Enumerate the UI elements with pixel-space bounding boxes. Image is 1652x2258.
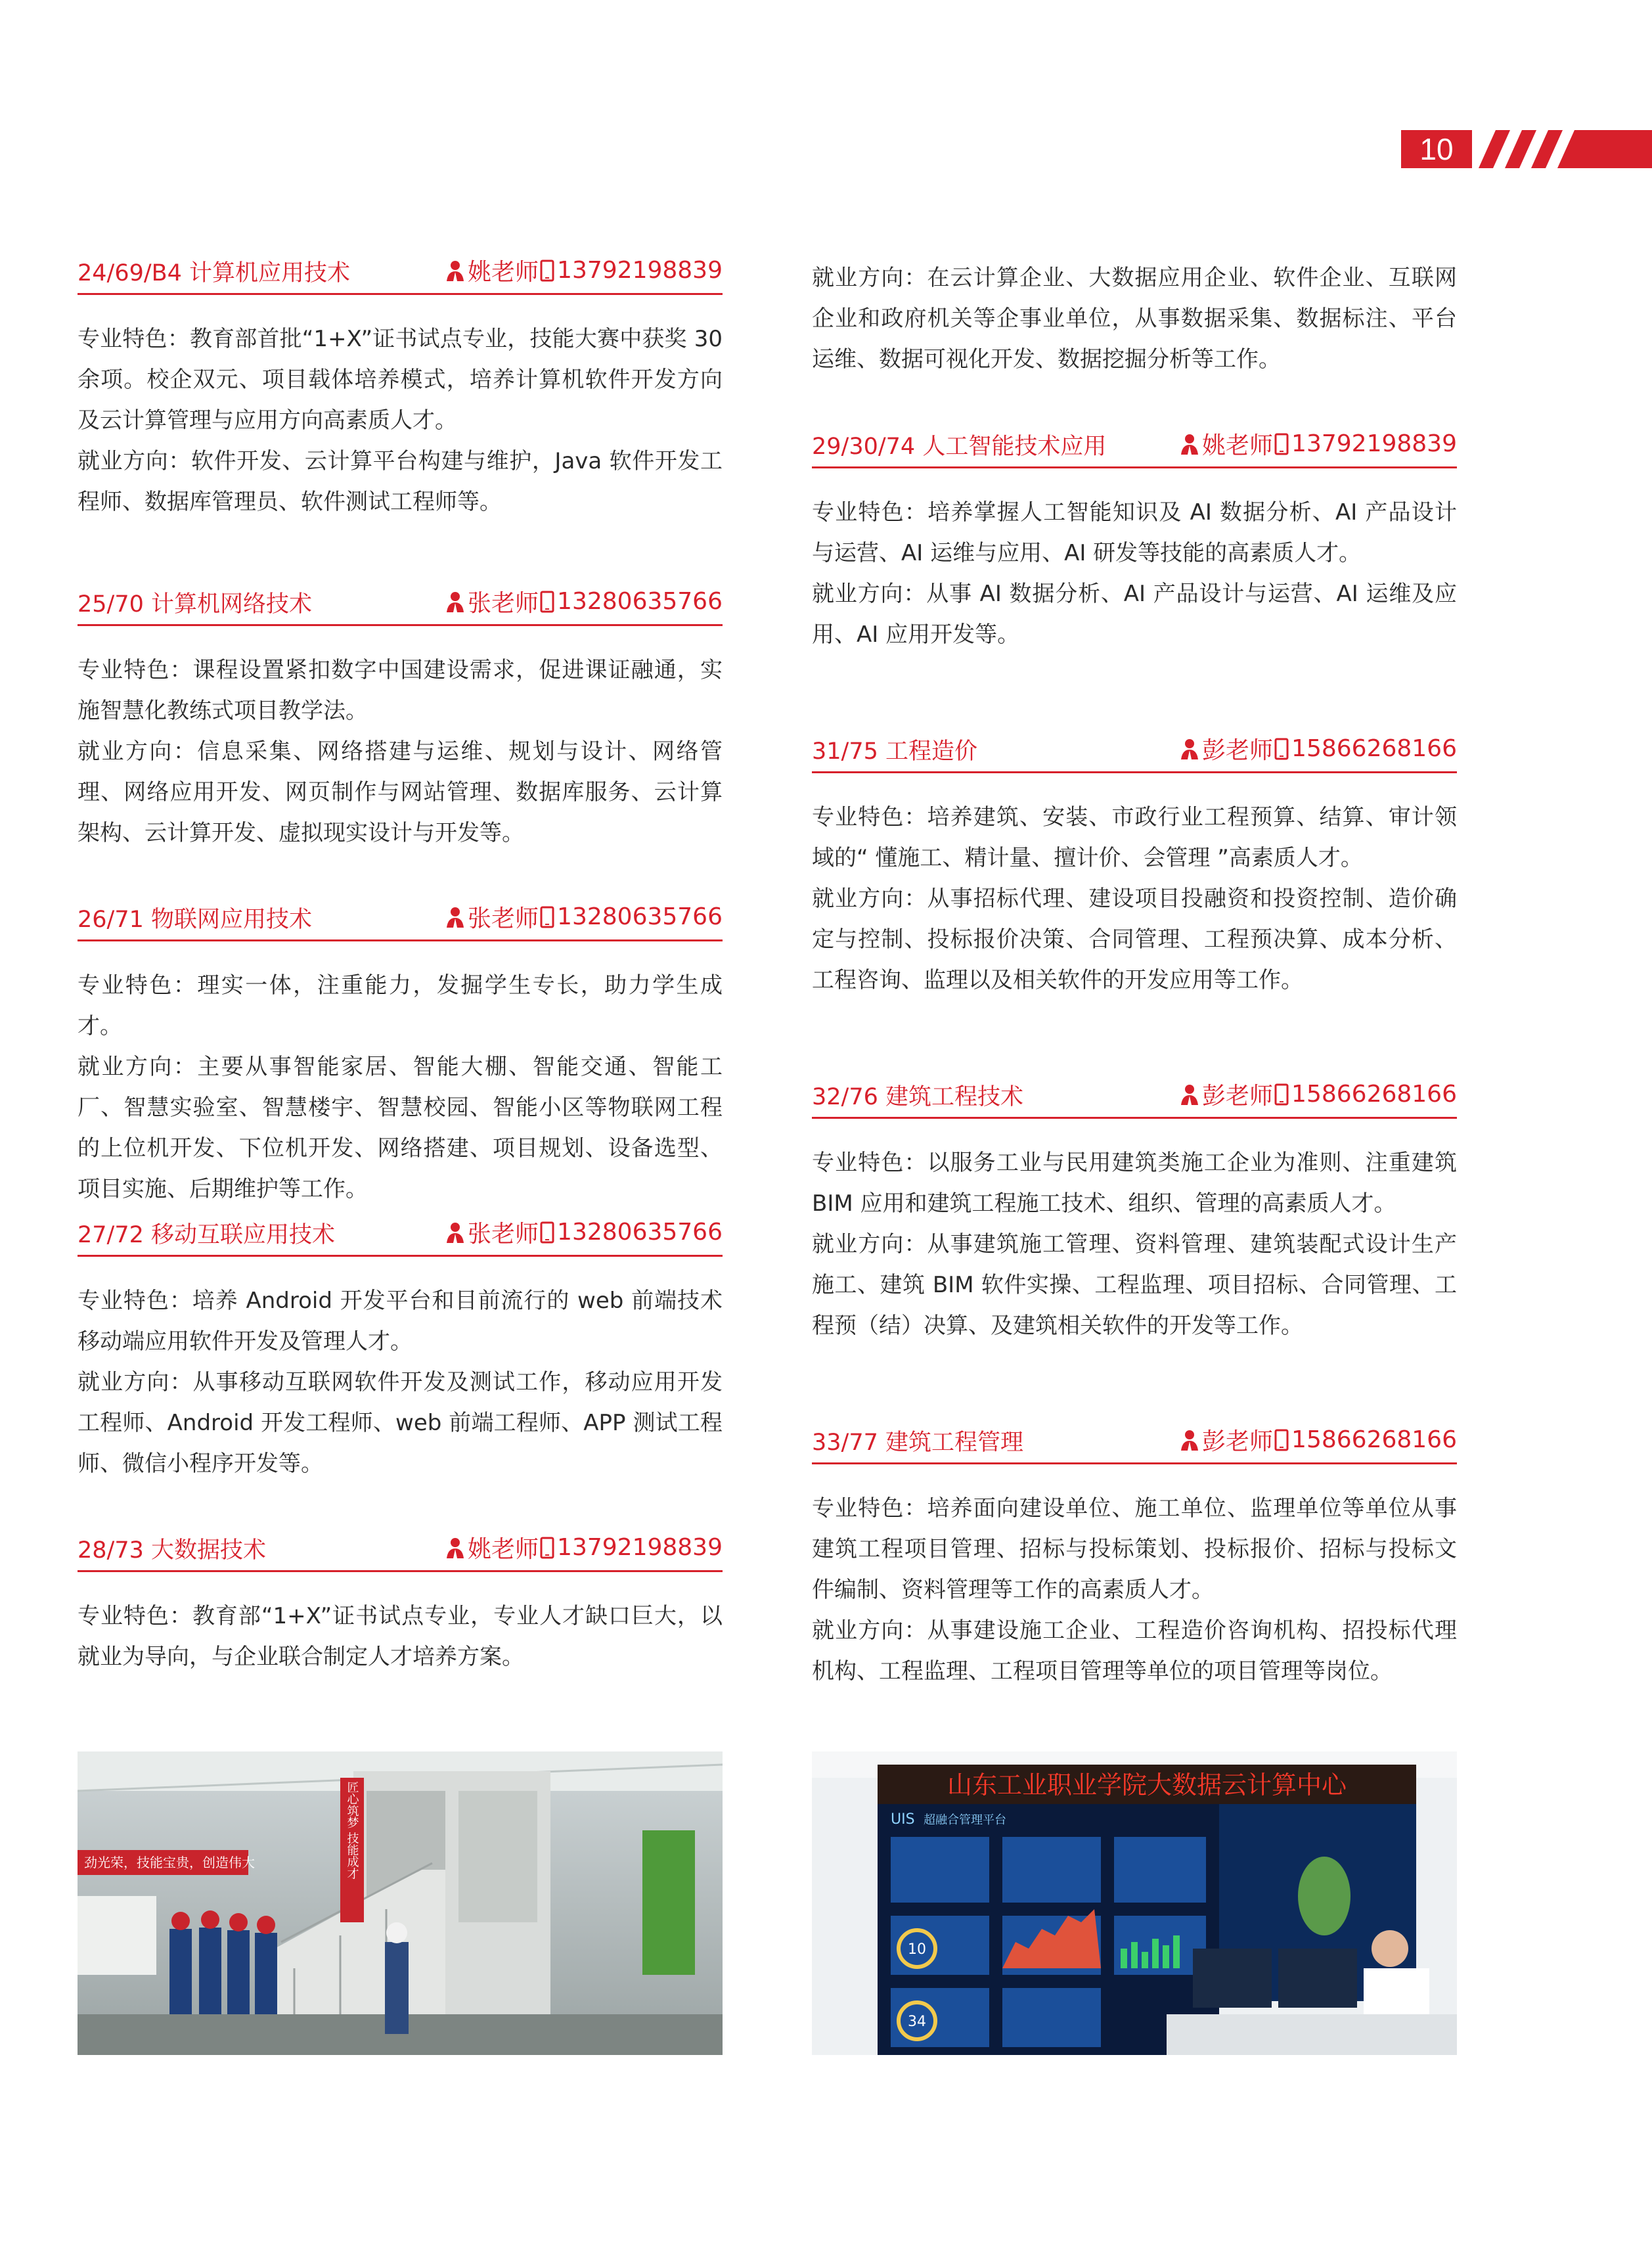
phone-number: 13280635766 <box>557 1219 723 1246</box>
phone-number: 15866268166 <box>1291 1426 1457 1453</box>
phone-icon <box>540 1221 554 1244</box>
career-text: 就业方向：从事招标代理、建设项目投融资和投资控制、造价确定与控制、投标报价决策、合同管理、工程预决算、成本分析、工程咨询、监理以及相关软件的开发应用等工作。 <box>812 886 1457 993</box>
feature-text: 专业特色：教育部“1+X”证书试点专业，专业人才缺口巨大，以就业为导向，与企业联合制定人才培养方案。 <box>78 1603 723 1670</box>
feature-text: 专业特色：培养掌握人工智能知识及 AI 数据分析、AI 产品设计与运营、AI 运维与应用、AI 研发等技能的高素质人才。 <box>812 499 1457 566</box>
contact <box>1180 427 1457 461</box>
phone-number: 13792198839 <box>1291 430 1457 457</box>
phone-icon <box>540 260 554 282</box>
section-title: 25/70 计算机网络技术 <box>78 591 312 618</box>
phone-icon <box>540 591 554 613</box>
contact <box>1180 1077 1457 1111</box>
phone-icon <box>1274 1083 1289 1106</box>
person-icon <box>1180 433 1199 455</box>
teacher-name: 姚老师 <box>468 1536 539 1563</box>
section-title: 32/76 建筑工程技术 <box>812 1084 1023 1110</box>
person-icon <box>445 1537 465 1559</box>
vertical-banner-text: 匠心筑梦 技能成才 <box>345 1781 359 1880</box>
screen-logo: UIS <box>891 1811 915 1828</box>
contact <box>445 254 723 287</box>
person-icon <box>1180 1429 1199 1451</box>
horizontal-banner-text: 劲光荣，技能宝贵，创造伟大 <box>84 1855 255 1870</box>
phone-number: 13792198839 <box>557 257 723 284</box>
gauge-value-1: 10 <box>908 1941 926 1958</box>
section-big-data <box>78 1528 723 1677</box>
career-text: 就业方向：软件开发、云计算平台构建与维护，Java 软件开发工程师、数据库管理员、软件测试工程师等。 <box>78 448 723 515</box>
phone-number: 13280635766 <box>557 588 723 615</box>
career-text: 就业方向：主要从事智能家居、智能大棚、智能交通、智能工厂、智慧实验室、智慧楼宇、智慧校园、智能小区等物联网工程的上位机开发、下位机开发、网络搭建、项目规划、设备选型、项目实施、后期维护等工作。 <box>78 1054 723 1202</box>
career-text: 就业方向：在云计算企业、大数据应用企业、软件企业、互联网企业和政府机关等企事业单位，从事数据采集、数据标注、平台运维、数据可视化开发、数据挖掘分析等工作。 <box>812 265 1457 373</box>
teacher-name: 姚老师 <box>1202 432 1274 459</box>
section-title: 29/30/74 人工智能技术应用 <box>812 434 1107 460</box>
teacher-name: 张老师 <box>468 1221 539 1248</box>
phone-number: 15866268166 <box>1291 735 1457 762</box>
career-text: 就业方向：从事建设施工企业、工程造价咨询机构、招投标代理机构、工程监理、工程项目管理等单位的项目管理等岗位。 <box>812 1617 1457 1684</box>
teacher-name: 张老师 <box>468 905 539 932</box>
section-title: 24/69/B4 计算机应用技术 <box>78 260 351 286</box>
contact <box>445 1215 723 1249</box>
person-icon <box>445 906 465 928</box>
section-title: 28/73 大数据技术 <box>78 1537 266 1564</box>
screen-title: 山东工业职业学院大数据云计算中心 <box>947 1771 1347 1799</box>
contact <box>445 900 723 934</box>
phone-icon <box>1274 433 1289 455</box>
feature-text: 专业特色：课程设置紧扣数字中国建设需求，促进课证融通，实施智慧化教练式项目教学法。 <box>78 657 723 724</box>
person-icon <box>445 591 465 613</box>
workshop-illustration <box>78 1751 723 2055</box>
section-big-data-continued <box>812 258 1457 380</box>
screen-platform: 超融合管理平台 <box>924 1813 1006 1827</box>
data-center-illustration <box>812 1751 1457 2055</box>
section-title: 31/75 工程造价 <box>812 738 977 765</box>
section-title: 33/77 建筑工程管理 <box>812 1430 1023 1456</box>
stripes-decoration <box>1479 130 1652 168</box>
section-header <box>78 582 723 626</box>
section-header <box>78 251 723 295</box>
section-computer-network <box>78 582 723 853</box>
section-computer-application <box>78 251 723 522</box>
phone-number: 13280635766 <box>557 903 723 930</box>
contact <box>1180 1423 1457 1456</box>
section-header <box>812 1420 1457 1464</box>
section-header <box>78 897 723 941</box>
teacher-name: 彭老师 <box>1202 1083 1274 1110</box>
career-text: 就业方向：从事移动互联网软件开发及测试工作，移动应用开发工程师、Android 开发工程师、web 前端工程师、APP 测试工程师、微信小程序开发等。 <box>78 1369 723 1477</box>
contact <box>445 585 723 618</box>
section-construction-management <box>812 1420 1457 1692</box>
feature-text: 专业特色：培养建筑、安装、市政行业工程预算、结算、审计领域的“ 懂施工、精计量、擅计价、会管理 ”高素质人才。 <box>812 804 1457 871</box>
feature-text: 专业特色：培养面向建设单位、施工单位、监理单位等单位从事建筑工程项目管理、招标与投标策划、投标报价、招标与投标文件编制、资料管理等工作的高素质人才。 <box>812 1495 1457 1603</box>
teacher-name: 姚老师 <box>468 259 539 286</box>
section-header <box>78 1213 723 1257</box>
section-header <box>812 729 1457 773</box>
photo-training-workshop <box>78 1751 723 2055</box>
career-text: 就业方向：信息采集、网络搭建与运维、规划与设计、网络管理、网络应用开发、网页制作与网站管理、数据库服务、云计算架构、云计算开发、虚拟现实设计与开发等。 <box>78 738 723 846</box>
section-engineering-cost <box>812 729 1457 1001</box>
phone-icon <box>540 1537 554 1559</box>
feature-text: 专业特色：以服务工业与民用建筑类施工企业为准则、注重建筑 BIM 应用和建筑工程施工技术、组织、管理的高素质人才。 <box>812 1150 1457 1217</box>
section-ai <box>812 424 1457 655</box>
section-header <box>812 424 1457 468</box>
contact <box>1180 732 1457 765</box>
section-title: 26/71 物联网应用技术 <box>78 907 312 933</box>
section-iot <box>78 897 723 1209</box>
section-header <box>812 1075 1457 1119</box>
feature-text: 专业特色：理实一体，注重能力，发掘学生专长，助力学生成才。 <box>78 972 723 1039</box>
person-icon <box>445 260 465 282</box>
phone-number: 15866268166 <box>1291 1081 1457 1108</box>
section-construction-tech <box>812 1075 1457 1346</box>
phone-icon <box>1274 738 1289 760</box>
person-icon <box>445 1221 465 1244</box>
section-header <box>78 1528 723 1572</box>
career-text: 就业方向：从事建筑施工管理、资料管理、建筑装配式设计生产施工、建筑 BIM 软件实操、工程监理、项目招标、合同管理、工程预（结）决算、及建筑相关软件的开发等工作。 <box>812 1231 1457 1339</box>
person-icon <box>1180 738 1199 760</box>
page-number-badge <box>1401 130 1652 168</box>
phone-icon <box>1274 1429 1289 1451</box>
teacher-name: 张老师 <box>468 590 539 617</box>
teacher-name: 彭老师 <box>1202 737 1274 764</box>
feature-text: 专业特色：培养 Android 开发平台和目前流行的 web 前端技术移动端应用软件开发及管理人才。 <box>78 1288 723 1355</box>
person-icon <box>1180 1083 1199 1106</box>
phone-icon <box>540 906 554 928</box>
feature-text: 专业特色：教育部首批“1+X”证书试点专业，技能大赛中获奖 30 余项。校企双元、项目载体培养模式，培养计算机软件开发方向及云计算管理与应用方向高素质人才。 <box>78 326 723 434</box>
contact <box>445 1531 723 1564</box>
career-text: 就业方向：从事 AI 数据分析、AI 产品设计与运营、AI 运维及应用、AI 应用开发等。 <box>812 581 1457 648</box>
section-mobile-internet <box>78 1213 723 1484</box>
page-number: 10 <box>1401 130 1472 168</box>
gauge-value-2: 34 <box>908 2014 926 2030</box>
phone-number: 13792198839 <box>557 1534 723 1561</box>
photo-data-center <box>812 1751 1457 2055</box>
teacher-name: 彭老师 <box>1202 1428 1274 1455</box>
section-title: 27/72 移动互联应用技术 <box>78 1222 335 1248</box>
